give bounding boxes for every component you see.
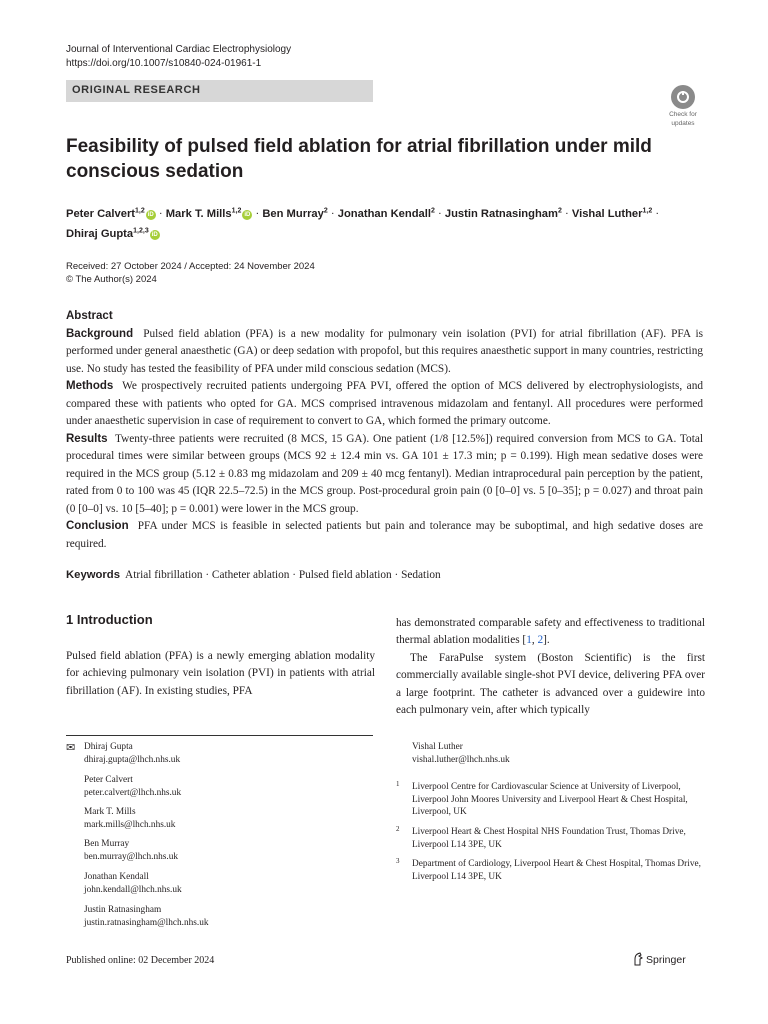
contact-entry: Vishal Luther vishal.luther@lhch.nhs.uk bbox=[412, 742, 510, 765]
affiliation-number: 3 bbox=[396, 857, 400, 865]
springer-horse-icon bbox=[632, 952, 644, 966]
contact-entry: Dhiraj Gupta dhiraj.gupta@lhch.nhs.uk bbox=[84, 742, 181, 765]
article-title: Feasibility of pulsed field ablation for atrial fibrillation under mild conscious sedation bbox=[66, 136, 652, 182]
published-date: Published online: 02 December 2024 bbox=[66, 955, 215, 966]
email-link[interactable]: mark.mills@lhch.nhs.uk bbox=[84, 819, 176, 830]
orcid-icon[interactable]: iD bbox=[151, 232, 158, 239]
results-text: Twenty-three patients were recruited (8 MCS, 15 GA). One patient (1/8 [12.5%]) required conversion from MCS to GA. Total procedural times were similar between groups (MCS 92 ± 12.4 min vs. GA 101 ± 17.3 min; p = 0.199). High mean sedative doses were required in the MCS group (5.12 ± 0.83 mg midazolam and 209 ± 40 mcg fentanyl). Median intraprocedural pain perception by the patient, rated from 0 to 100 was 45 (IQR 22.5–72.5) in the MCS group. Post-procedural groin pain (0 [0–0] vs. 5 [0–35]; p = 0.027) and throat pain (0 [0–0] vs. 10 [5–40]; p = 0.001) were lower in the MCS group. bbox=[66, 432, 703, 515]
results-label: Results bbox=[66, 432, 108, 445]
copyright: © The Author(s) 2024 bbox=[66, 274, 157, 285]
author[interactable]: Vishal Luther$^{1,2}$ bbox=[571, 207, 653, 220]
email-link[interactable]: peter.calvert@lhch.nhs.uk bbox=[84, 787, 182, 798]
keywords-label: Keywords bbox=[66, 569, 120, 581]
methods-label: Methods bbox=[66, 380, 114, 392]
author[interactable]: Ben Murray$^2$ bbox=[262, 207, 328, 220]
author[interactable]: Justin Ratnasingham$^2$ bbox=[444, 207, 562, 220]
article-type-banner bbox=[66, 80, 373, 102]
affiliation-number: 2 bbox=[396, 825, 400, 833]
author[interactable]: Mark T. Mills$^{1,2}$ bbox=[165, 207, 242, 220]
contact-entry: Mark T. Mills mark.mills@lhch.nhs.uk bbox=[84, 807, 176, 830]
affiliation-number: 1 bbox=[396, 780, 400, 788]
journal-name: Journal of Interventional Cardiac Electrophysiology bbox=[66, 44, 292, 55]
intro-paragraph: The FaraPulse system (Boston Scientific) is the first commercially available single-shot PVI device, delivering PFA over a large footprint. The catheter is advanced over a guidewire into each pulmonary vein, after which typically bbox=[396, 651, 705, 717]
email-link[interactable]: ben.murray@lhch.nhs.uk bbox=[84, 851, 179, 862]
author[interactable]: Peter Calvert$^{1,2}$ bbox=[66, 207, 145, 220]
author[interactable]: Jonathan Kendall$^2$ bbox=[337, 207, 435, 220]
check-updates-line2: updates bbox=[671, 120, 695, 127]
affiliation: Liverpool Heart & Chest Hospital NHS Foundation Trust, Thomas Drive, Liverpool L14 3PE, UK bbox=[412, 827, 686, 850]
background-label: Background bbox=[66, 327, 134, 340]
publisher-name: Springer bbox=[646, 954, 686, 966]
abstract bbox=[66, 308, 703, 553]
citation-link[interactable]: 1 bbox=[526, 634, 532, 647]
conclusion-label: Conclusion bbox=[66, 520, 129, 532]
methods-text: We prospectively recruited patients undergoing PFA PVI, offered the option of MCS delivered by electrophysiologists, and compared these with patients who opted for GA. MCS comprised intravenous midazolam and fentanyl. All procedures were performed under anaesthetic supervision in case of requirement to convert to GA, which formed the primary outcome. bbox=[66, 380, 703, 427]
footnote-divider bbox=[66, 735, 373, 736]
article-dates bbox=[66, 260, 315, 286]
abstract-heading: Abstract bbox=[66, 310, 113, 322]
citation-link[interactable]: 2 bbox=[537, 634, 544, 647]
email-link[interactable]: john.kendall@lhch.nhs.uk bbox=[84, 884, 182, 895]
conclusion-text: PFA under MCS is feasible in selected patients but pain and tolerance may be suboptimal, and high sedative doses are required. bbox=[66, 520, 703, 550]
envelope-icon: ✉ bbox=[66, 742, 76, 754]
intro-right-column bbox=[396, 615, 705, 719]
intro-paragraph-continued: has demonstrated comparable safety and effectiveness to traditional thermal ablation modalities [1, 2]. bbox=[396, 617, 705, 647]
article-type-label: ORIGINAL RESEARCH bbox=[72, 84, 201, 96]
received-accepted: Received: 27 October 2024 / Accepted: 24 November 2024 bbox=[66, 261, 315, 272]
contact-entry: Ben Murray ben.murray@lhch.nhs.uk bbox=[84, 839, 179, 862]
affiliation: Liverpool Centre for Cardiovascular Science at University of Liverpool, Liverpool John Moores University and Liverpool Heart & Chest Hospital, Liverpool, UK bbox=[412, 782, 688, 817]
orcid-icon[interactable]: iD bbox=[244, 211, 251, 218]
keywords-text: Atrial fibrillation · Catheter ablation · Pulsed field ablation · Sedation bbox=[125, 569, 441, 581]
contact-entry: Justin Ratnasingham justin.ratnasingham@lhch.nhs.uk bbox=[84, 905, 209, 928]
check-updates-icon bbox=[671, 85, 695, 109]
section-heading-introduction: 1 Introduction bbox=[66, 612, 153, 627]
email-link[interactable]: dhiraj.gupta@lhch.nhs.uk bbox=[84, 754, 181, 765]
journal-doi[interactable]: https://doi.org/10.1007/s10840-024-01961-1 bbox=[66, 58, 262, 69]
check-for-updates-badge[interactable] bbox=[663, 85, 703, 125]
check-updates-line1: Check for bbox=[669, 111, 697, 118]
email-link[interactable]: justin.ratnasingham@lhch.nhs.uk bbox=[84, 917, 209, 928]
author[interactable]: Dhiraj Gupta$^{1,2,3}$ bbox=[66, 227, 149, 241]
intro-left-column bbox=[66, 648, 375, 700]
orcid-icon[interactable]: iD bbox=[147, 211, 154, 218]
contact-entry: Jonathan Kendall john.kendall@lhch.nhs.uk bbox=[84, 872, 182, 895]
author-list: Peter Calvert$^{1,2}$iD · Mark T. Mills$^{1,2}$iD · Ben Murray$^2$ · Jonathan Kendall$^2$ · Justin Ratnasingham$^2$ · Vishal Luther$^{1,2}$ · Dhiraj Gupta$^{1,2,3}$iD bbox=[66, 207, 660, 241]
background-text: Pulsed field ablation (PFA) is a new modality for pulmonary vein isolation (PVI) for atrial fibrillation (AF). PFA is performed under general anaesthetic (GA) or deep sedation with propofol, but this requires anaesthetic support in many countries, restricting use. No study has tested the feasibility of PFA under mild conscious sedation (MCS). bbox=[66, 327, 703, 375]
affiliation: Department of Cardiology, Liverpool Heart & Chest Hospital, Thomas Drive, Liverpool L14 3PE, UK bbox=[412, 859, 701, 882]
keywords bbox=[66, 568, 706, 582]
intro-paragraph: Pulsed field ablation (PFA) is a newly emerging ablation modality for achieving pulmonary vein isolation (PVI) in patients with atrial fibrillation (AF). In existing studies, PFA bbox=[66, 650, 375, 697]
journal-header bbox=[66, 43, 291, 71]
email-link[interactable]: vishal.luther@lhch.nhs.uk bbox=[412, 754, 510, 765]
contact-entry: Peter Calvert peter.calvert@lhch.nhs.uk bbox=[84, 775, 182, 798]
